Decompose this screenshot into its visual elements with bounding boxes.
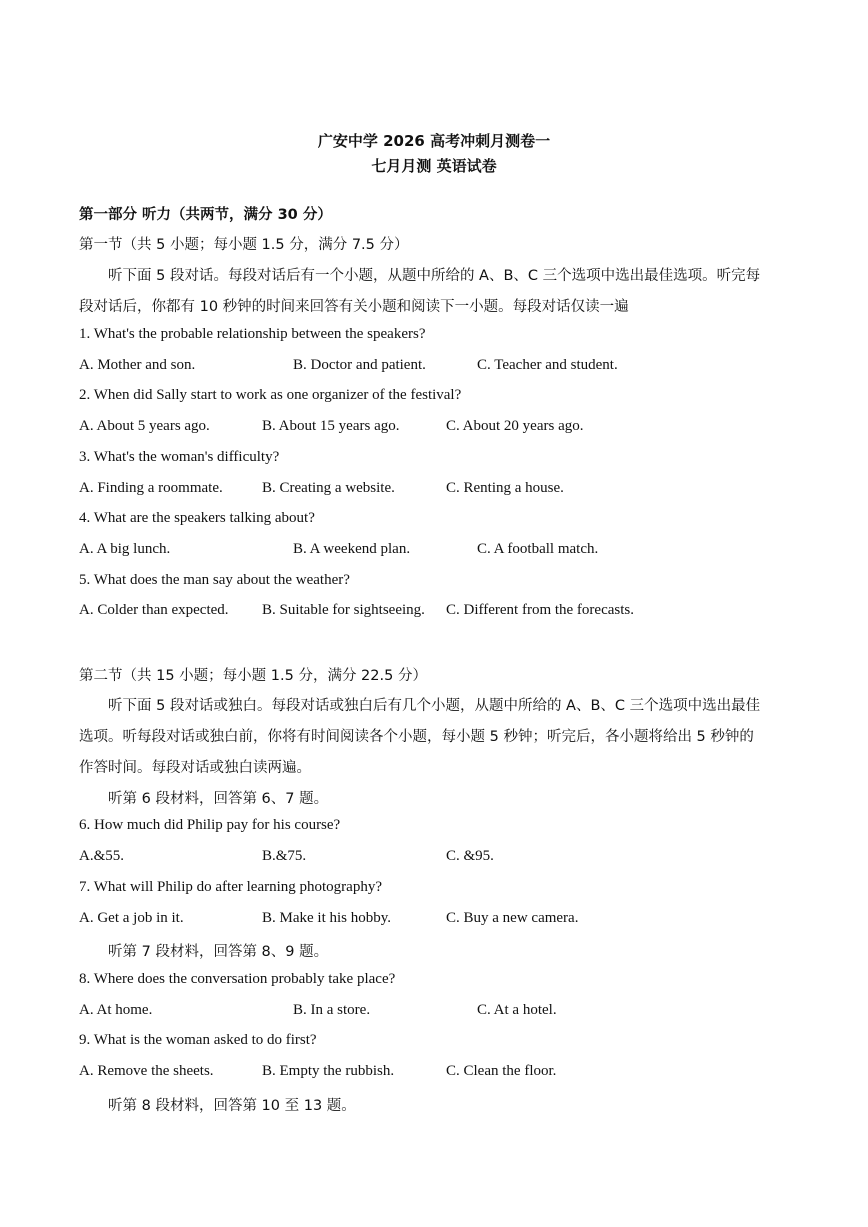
option-a: A. Colder than expected. (79, 602, 229, 618)
option-a: A. Finding a roommate. (79, 480, 223, 496)
option-c: C. Renting a house. (446, 480, 564, 496)
material-note: 听第 6 段材料，回答第 6、7 题。 (108, 791, 329, 807)
question-stem: 6. How much did Philip pay for his course? (79, 817, 341, 833)
option-a: A. About 5 years ago. (79, 418, 210, 434)
option-b: B. Make it his hobby. (262, 910, 392, 926)
option-c: C. At a hotel. (477, 1002, 557, 1018)
question-stem: 4. What are the speakers talking about? (79, 510, 315, 526)
option-a: A. Mother and son. (79, 357, 196, 373)
exam-subtitle: 七月月测 英语试卷 (371, 157, 497, 175)
option-c: C. Different from the forecasts. (446, 602, 634, 618)
option-c: C. Teacher and student. (477, 357, 618, 373)
exam-title: 广安中学 2026 高考冲刺月测卷一 (317, 132, 551, 150)
section2-instructions-line1: 听下面 5 段对话或独白。每段对话或独白后有几个小题，从题中所给的 A、B、C 三个选项中选出最佳 (108, 698, 761, 714)
option-b: B. About 15 years ago. (262, 418, 400, 434)
question-stem: 5. What does the man say about the weather? (79, 572, 350, 588)
option-b: B. A weekend plan. (293, 541, 411, 557)
question-stem: 7. What will Philip do after learning photography? (79, 879, 382, 895)
option-b: B.&75. (262, 848, 307, 864)
option-b: B. Suitable for sightseeing. (262, 602, 425, 618)
option-b: B. Doctor and patient. (293, 357, 426, 373)
option-b: B. Creating a website. (262, 480, 395, 496)
section2-heading: 第二节（共 15 小题；每小题 1.5 分，满分 22.5 分） (79, 668, 427, 684)
option-c: C. About 20 years ago. (446, 418, 584, 434)
option-a: A. A big lunch. (79, 541, 171, 557)
option-b: B. In a store. (293, 1002, 371, 1018)
material-note: 听第 7 段材料，回答第 8、9 题。 (108, 944, 329, 960)
question-stem: 3. What's the woman's difficulty? (79, 449, 280, 465)
material-note: 听第 8 段材料，回答第 10 至 13 题。 (108, 1098, 356, 1114)
option-c: C. A football match. (477, 541, 599, 557)
option-b: B. Empty the rubbish. (262, 1063, 395, 1079)
section2-instructions-line3: 作答时间。每段对话或独白读两遍。 (79, 760, 311, 776)
option-c: C. Buy a new camera. (446, 910, 579, 926)
section2-instructions-line2: 选项。听每段对话或独白前，你将有时间阅读各个小题，每小题 5 秒钟；听完后，各小题将给出 5 秒钟的 (79, 729, 754, 745)
section1-instructions-line1: 听下面 5 段对话。每段对话后有一个小题，从题中所给的 A、B、C 三个选项中选出最佳选项。听完每 (108, 268, 761, 284)
question-stem: 1. What's the probable relationship between the speakers? (79, 326, 426, 342)
option-a: A.&55. (79, 848, 124, 864)
question-stem: 8. Where does the conversation probably take place? (79, 971, 396, 987)
option-a: A. Remove the sheets. (79, 1063, 214, 1079)
part1-heading: 第一部分 听力（共两节，满分 30 分） (79, 207, 332, 223)
question-stem: 2. When did Sally start to work as one organizer of the festival? (79, 387, 462, 403)
option-c: C. Clean the floor. (446, 1063, 557, 1079)
section1-heading: 第一节（共 5 小题；每小题 1.5 分，满分 7.5 分） (79, 237, 409, 253)
option-c: C. &95. (446, 848, 494, 864)
option-a: A. Get a job in it. (79, 910, 184, 926)
question-stem: 9. What is the woman asked to do first? (79, 1032, 317, 1048)
option-a: A. At home. (79, 1002, 153, 1018)
section1-instructions-line2: 段对话后，你都有 10 秒钟的时间来回答有关小题和阅读下一小题。每段对话仅读一遍 (79, 299, 629, 315)
